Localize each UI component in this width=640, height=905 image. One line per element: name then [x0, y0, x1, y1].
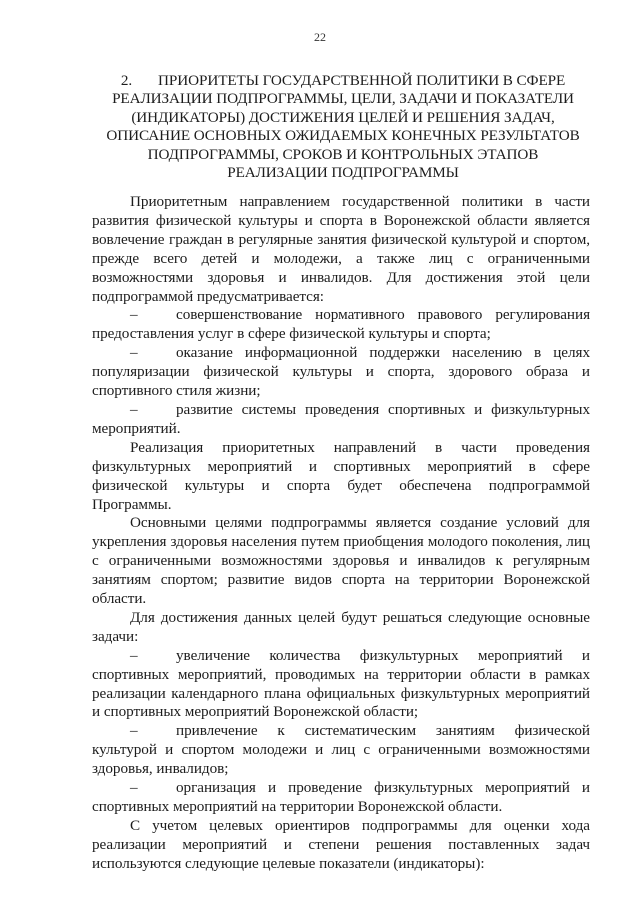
list-item — [92, 722, 590, 779]
paragraph: С учетом целевых ориентиров подпрограммы для оценки хода реализации мероприятий и степени решения поставленных задач используются следующие целевые показатели (индикаторы): — [92, 816, 590, 872]
list-item-text: организация и проведение физкультурных мероприятий и спортивных мероприятий на территории Воронежской области. — [92, 779, 590, 815]
dash-bullet: – — [130, 646, 138, 664]
paragraph: Для достижения данных целей будут решаться следующие основные задачи: — [92, 608, 590, 645]
page-number: 22 — [314, 30, 326, 44]
list-item-text: увеличение количества физкультурных мероприятий и спортивных мероприятий, проводимых на территории области в рамках реализации календарного плана официальных физкультурных мероприятий и спортивных мероприятий Воронежской области; — [92, 646, 590, 721]
list-item-text: совершенствование нормативного правового регулирования предоставления услуг в сфере физической культуры и спорта; — [92, 306, 590, 343]
list-item-text: оказание информационной поддержки населению в целях популяризации физической культуры и спорта, здорового образа и спортивного стиля жизни; — [92, 344, 590, 400]
list-item — [92, 401, 590, 439]
list-item-text: привлечение к систематическим занятиям физической культурой и спортом молодежи и лиц с ограниченными возможностями здоровья, инвалидов; — [92, 722, 590, 778]
list-item — [92, 647, 590, 723]
paragraph: Приоритетным направлением государственной политики в части развития физической культуры и спорта в Воронежской области является вовлечение граждан в регулярные занятия физической культурой и спортом, прежде всего детей и молодежи, а также лиц с ограниченными возможностями здоровья и инвалидов. Для достижения этой цели подпрограммой предусматривается: — [92, 193, 590, 305]
dash-bullet: – — [130, 779, 138, 797]
list-item — [92, 344, 590, 401]
dash-bullet: – — [130, 722, 138, 740]
dash-bullet: – — [130, 344, 138, 362]
paragraph: Основными целями подпрограммы является создание условий для укрепления здоровья населения путем приобщения молодого поколения, лиц с ограниченными возможностями здоровья и инвалидов к регулярным занятиям спортом; развитие видов спорта на территории Воронежской области. — [92, 514, 590, 608]
list-item — [92, 306, 590, 344]
dash-bullet: – — [130, 306, 138, 324]
section-number: 2. — [120, 72, 133, 89]
section-heading — [96, 72, 590, 182]
dash-bullet: – — [130, 400, 138, 418]
paragraph: Реализация приоритетных направлений в части проведения физкультурных мероприятий и спортивных мероприятий в сфере физической культуры и спорта будет обеспечена подпрограммой Программы. — [92, 438, 590, 513]
section-title: ПРИОРИТЕТЫ ГОСУДАРСТВЕННОЙ ПОЛИТИКИ В СФЕРЕ РЕАЛИЗАЦИИ ПОДПРОГРАММЫ, ЦЕЛИ, ЗАДАЧИ И ПОКАЗАТЕЛИ (ИНДИКАТОРЫ) ДОСТИЖЕНИЯ ЦЕЛЕЙ И РЕШЕНИЯ ЗАДАЧ, ОПИСАНИЕ ОСНОВНЫХ ОЖИДАЕМЫХ КОНЕЧНЫХ РЕЗУЛЬТАТОВ ПОДПРОГРАММЫ, СРОКОВ И КОНТРОЛЬНЫХ ЭТАПОВ РЕАЛИЗАЦИИ ПОДПРОГРАММЫ — [106, 72, 580, 182]
list-item — [92, 779, 590, 817]
list-item-text: развитие системы проведения спортивных и физкультурных мероприятий. — [92, 400, 590, 437]
section-body — [92, 193, 590, 874]
